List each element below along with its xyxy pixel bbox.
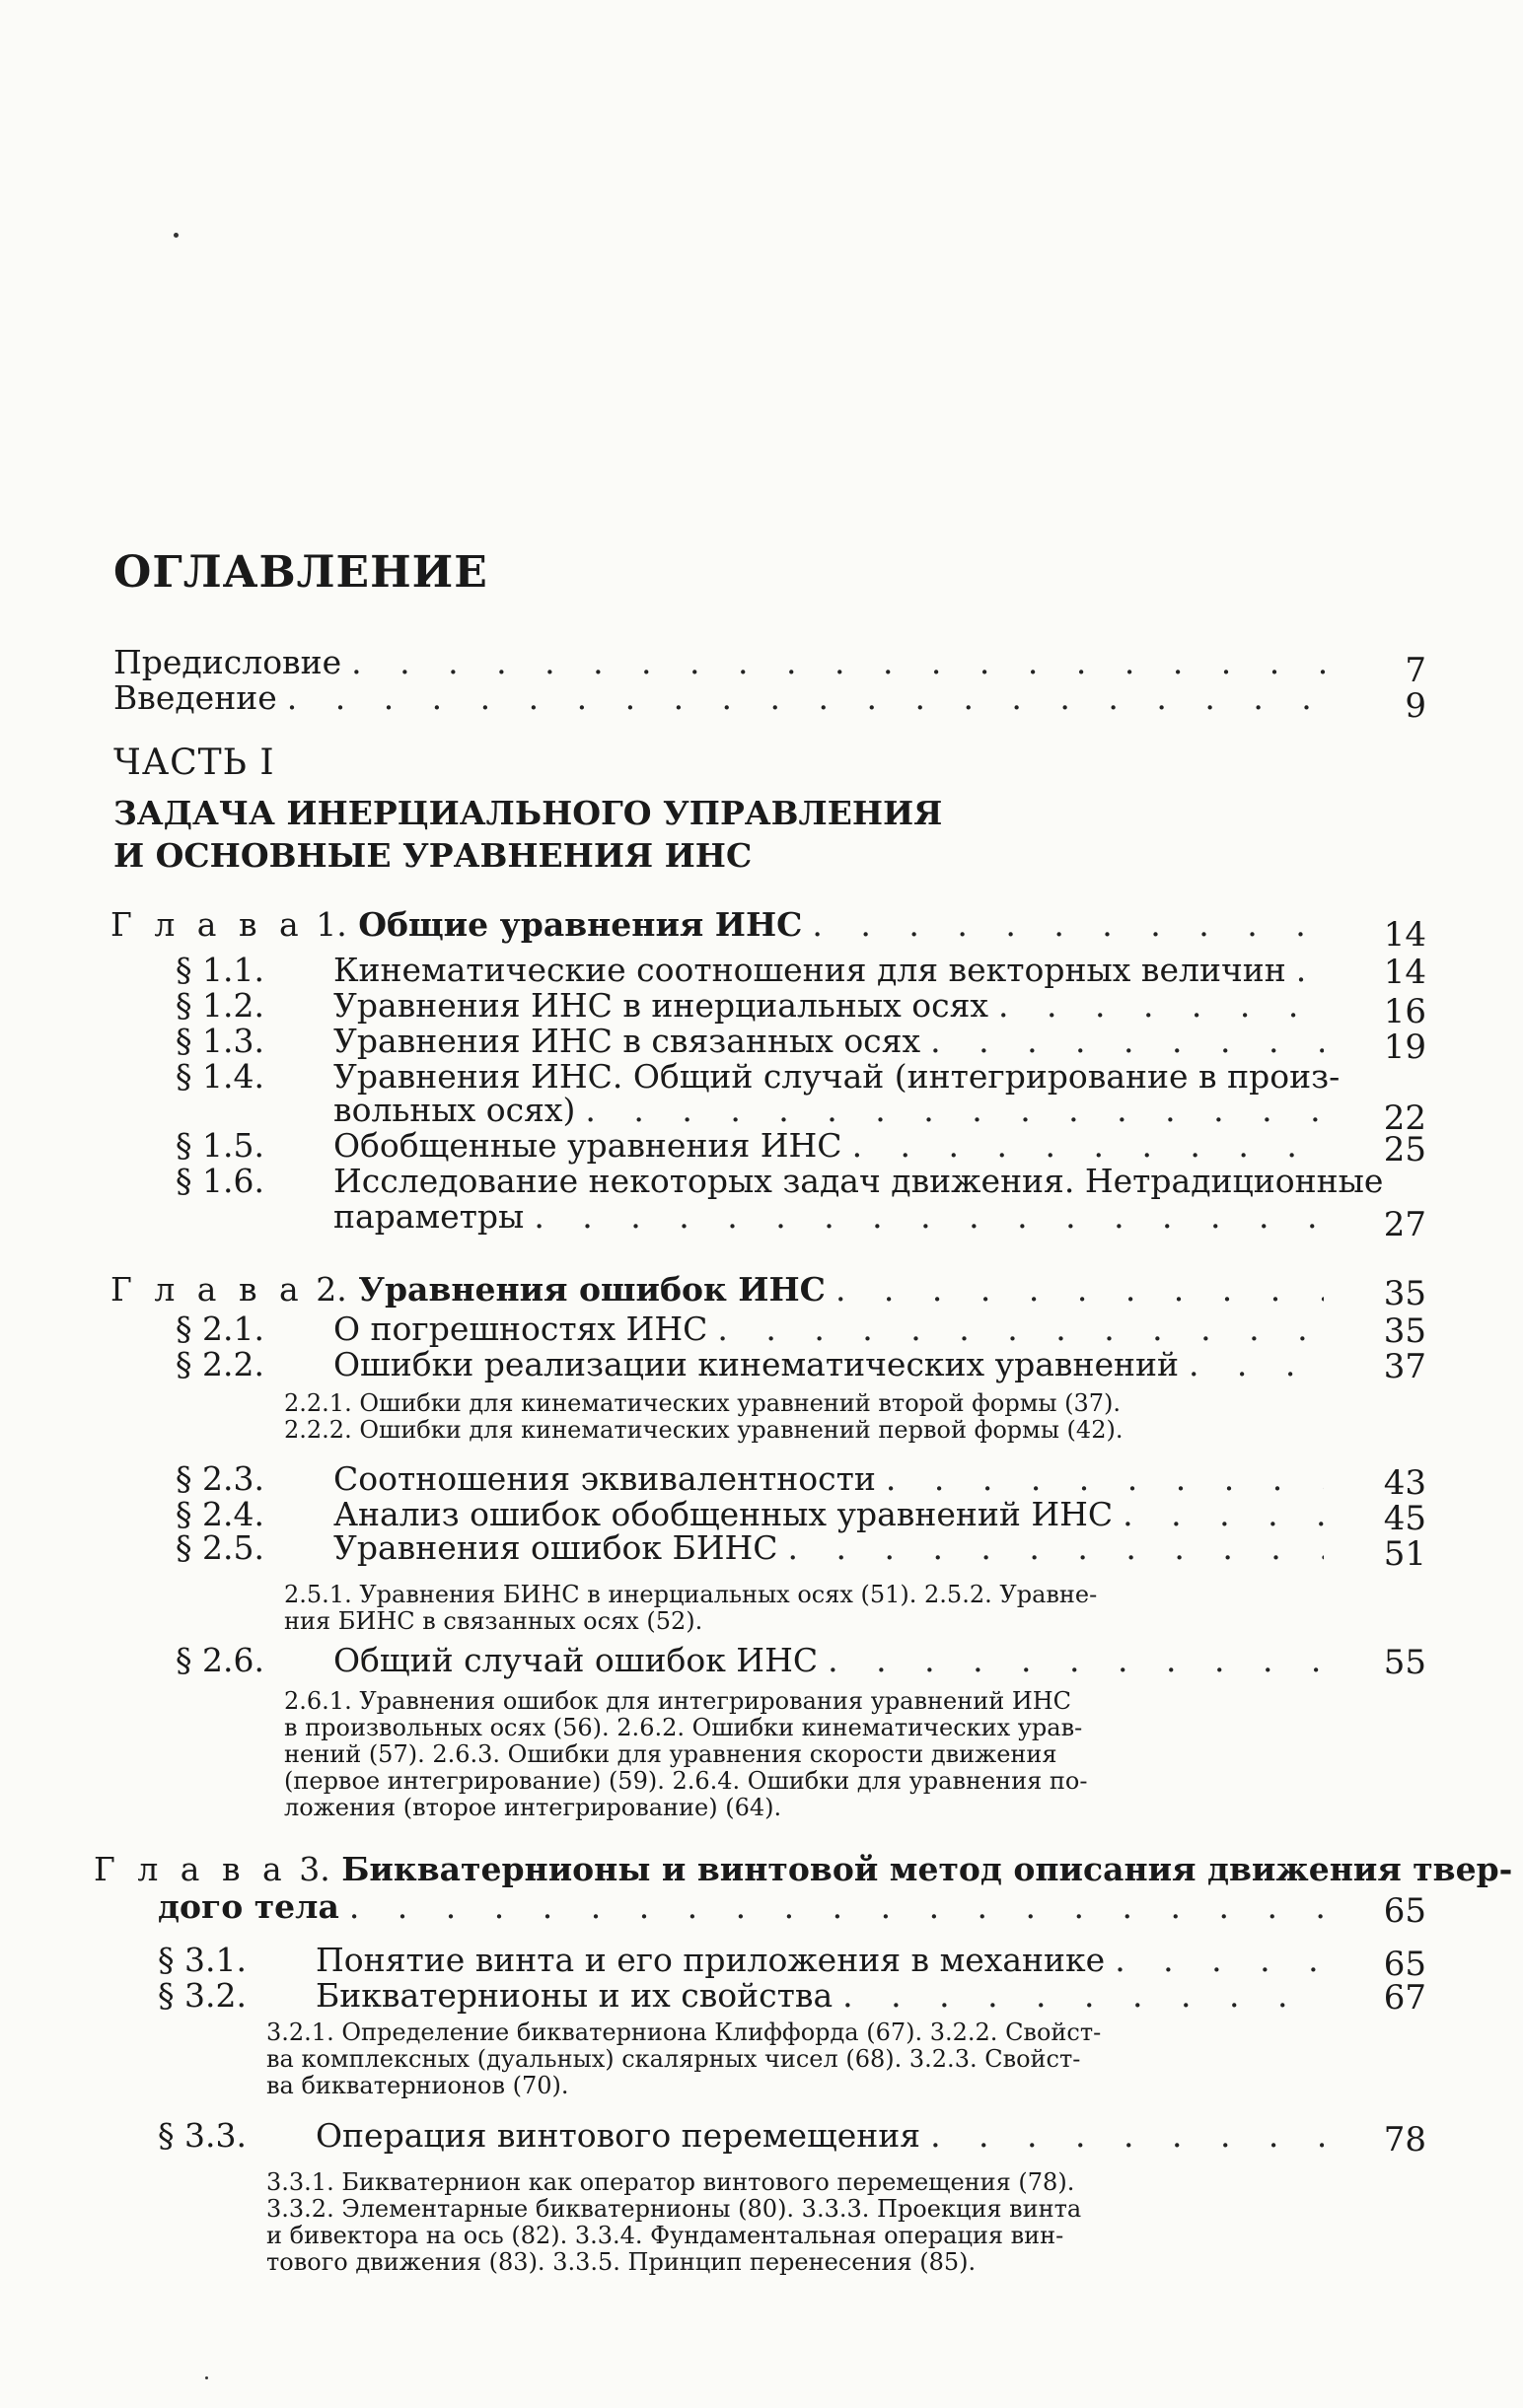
leader-dots — [778, 1528, 1325, 1567]
leader-dots — [341, 643, 1327, 681]
section-number: § 3.1. — [158, 1941, 247, 1979]
subsection-line: ва бикватернионов (70). — [266, 2072, 569, 2099]
leader-dots — [1179, 1345, 1324, 1383]
chapter-word: Г л а в а — [110, 1270, 305, 1309]
subsection-line: (первое интегрирование) (59). 2.6.4. Ошибки для уравнения по- — [284, 1767, 1088, 1795]
subsection-line: 3.3.2. Элементарные бикватернионы (80). 3.3.3. Проекция винта — [266, 2195, 1082, 2223]
section-title: Уравнения ошибок БИНС — [333, 1528, 778, 1567]
section-title-cont: вольных осях) — [333, 1091, 576, 1129]
toc-section-2-2[interactable] — [176, 1345, 1324, 1384]
subsection-line: 2.2.2. Ошибки для кинематических уравнений первой формы (42). — [284, 1416, 1124, 1444]
toc-page-number: 51 — [1383, 1534, 1426, 1574]
toc-page-number: 35 — [1383, 1311, 1426, 1351]
leader-dots — [802, 905, 1324, 944]
leader-dots — [920, 1022, 1324, 1060]
scan-speck — [205, 2376, 208, 2379]
section-number: § 1.3. — [176, 1022, 264, 1060]
subsection-list — [284, 1688, 1320, 1821]
section-title: Исследование некоторых задач движения. Нетрадиционные — [333, 1162, 1384, 1200]
leader-dots — [842, 1126, 1324, 1165]
subsection-list — [284, 1582, 1320, 1635]
subsection-list — [284, 1390, 1320, 1444]
toc-page-number: 25 — [1383, 1130, 1426, 1169]
scan-speck — [174, 233, 179, 238]
toc-page-number: 43 — [1383, 1463, 1426, 1503]
subsection-line: ния БИНС в связанных осях (52). — [284, 1607, 703, 1635]
toc-section-3-1[interactable] — [158, 1941, 1324, 1980]
toc-section-1-2[interactable] — [176, 986, 1324, 1026]
toc-entry-label: Введение — [113, 678, 277, 717]
toc-chapter-2[interactable] — [110, 1270, 1324, 1310]
toc-section-2-5[interactable] — [176, 1528, 1324, 1568]
leader-dots — [339, 1887, 1324, 1926]
toc-page-number: 65 — [1383, 1891, 1426, 1931]
part-title-line-2: И ОСНОВНЫЕ УРАВНЕНИЯ ИНС — [113, 836, 753, 875]
section-title-cont: параметры — [333, 1197, 525, 1236]
leader-dots — [277, 678, 1327, 717]
section-number: § 2.4. — [176, 1495, 264, 1533]
section-number: § 2.6. — [176, 1641, 264, 1679]
leader-dots — [707, 1310, 1324, 1348]
section-number: § 2.2. — [176, 1345, 264, 1383]
toc-entry-introduction[interactable] — [113, 678, 1327, 718]
toc-entry-label: Предисловие — [113, 643, 342, 681]
toc-section-3-3[interactable] — [158, 2116, 1324, 2156]
toc-page-number: 16 — [1383, 992, 1426, 1031]
subsection-list — [266, 2169, 1320, 2276]
toc-section-3-2[interactable] — [158, 1976, 1324, 2016]
subsection-line: в произвольных осях (56). 2.6.2. Ошибки кинематических урав- — [284, 1714, 1083, 1741]
toc-page-number: 14 — [1383, 953, 1426, 992]
toc-page-number: 14 — [1383, 915, 1426, 955]
section-number: § 1.1. — [176, 951, 264, 989]
toc-page-number: 27 — [1383, 1205, 1426, 1244]
section-number: § 3.2. — [158, 1976, 247, 2015]
subsection-line: нений (57). 2.6.3. Ошибки для уравнения скорости движения — [284, 1740, 1057, 1768]
toc-chapter-3-cont[interactable] — [158, 1887, 1324, 1927]
section-title: Уравнения ИНС в инерциальных осях — [333, 986, 989, 1025]
toc-chapter-3[interactable] — [94, 1850, 1513, 1888]
section-title: Соотношения эквивалентности — [333, 1459, 876, 1498]
section-title: Уравнения ИНС. Общий случай (интегрирование в произ- — [333, 1057, 1341, 1096]
chapter-number: 3. — [299, 1850, 330, 1888]
toc-page-number: 7 — [1405, 651, 1426, 690]
subsection-line: ва комплексных (дуальных) скалярных чисел (68). 3.2.3. Свойст- — [266, 2045, 1081, 2073]
toc-section-1-6[interactable] — [176, 1162, 1384, 1200]
chapter-title-cont: дого тела — [158, 1887, 339, 1926]
chapter-title: Уравнения ошибок ИНС — [358, 1270, 826, 1309]
toc-page-number: 45 — [1383, 1499, 1426, 1538]
section-number: § 1.2. — [176, 986, 264, 1025]
section-title: О погрешностях ИНС — [333, 1310, 708, 1348]
chapter-number: 2. — [316, 1270, 347, 1309]
chapter-title: Общие уравнения ИНС — [358, 905, 803, 944]
toc-page-number: 67 — [1383, 1978, 1426, 2018]
subsection-line: тового движения (83). 3.3.5. Принцип перенесения (85). — [266, 2248, 977, 2276]
toc-page-number: 22 — [1383, 1098, 1426, 1138]
section-number: § 1.4. — [176, 1057, 264, 1096]
part-label: ЧАСТЬ I — [113, 743, 275, 783]
section-title: Анализ ошибок обобщенных уравнений ИНС — [333, 1495, 1114, 1533]
toc-section-1-6-cont[interactable] — [333, 1197, 1324, 1237]
toc-chapter-1[interactable] — [110, 905, 1324, 945]
section-title: Понятие винта и его приложения в механике — [316, 1941, 1106, 1979]
leader-dots — [1286, 951, 1324, 989]
chapter-word: Г л а в а — [94, 1850, 288, 1888]
leader-dots — [826, 1270, 1324, 1309]
leader-dots — [524, 1197, 1324, 1236]
section-number: § 3.3. — [158, 2116, 247, 2155]
toc-section-1-4-cont[interactable] — [333, 1091, 1324, 1130]
toc-section-1-1[interactable] — [176, 951, 1324, 990]
section-title: Кинематические соотношения для векторных величин — [333, 951, 1286, 989]
section-title: Бикватернионы и их свойства — [316, 1976, 834, 2015]
section-number: § 2.5. — [176, 1528, 264, 1567]
toc-page-number: 78 — [1383, 2120, 1426, 2160]
toc-section-2-1[interactable] — [176, 1310, 1324, 1349]
toc-page-number: 37 — [1383, 1347, 1426, 1386]
section-number: § 1.5. — [176, 1126, 264, 1165]
leader-dots — [876, 1459, 1324, 1498]
section-title: Обобщенные уравнения ИНС — [333, 1126, 842, 1165]
leader-dots — [988, 986, 1324, 1025]
toc-page-number: 65 — [1383, 1945, 1426, 1984]
section-title: Общий случай ошибок ИНС — [333, 1641, 819, 1679]
toc-section-2-3[interactable] — [176, 1459, 1324, 1499]
toc-page-number: 19 — [1383, 1027, 1426, 1067]
toc-page-number: 55 — [1383, 1643, 1426, 1682]
chapter-word: Г л а в а — [110, 905, 305, 944]
part-title-line-1: ЗАДАЧА ИНЕРЦИАЛЬНОГО УПРАВЛЕНИЯ — [113, 794, 943, 832]
section-title: Уравнения ИНС в связанных осях — [333, 1022, 921, 1060]
subsection-list — [266, 2019, 1320, 2099]
leader-dots — [818, 1641, 1324, 1679]
section-title: Ошибки реализации кинематических уравнений — [333, 1345, 1179, 1383]
section-title: Операция винтового перемещения — [316, 2116, 921, 2155]
subsection-line: 3.3.1. Бикватернион как оператор винтового перемещения (78). — [266, 2168, 1075, 2196]
subsection-line: 2.2.1. Ошибки для кинематических уравнений второй формы (37). — [284, 1389, 1121, 1417]
subsection-line: ложения (второе интегрирование) (64). — [284, 1794, 782, 1821]
page-title: ОГЛАВЛЕНИЕ — [113, 547, 488, 598]
toc-section-1-5[interactable] — [176, 1126, 1324, 1166]
subsection-line: 2.5.1. Уравнения БИНС в инерциальных осях (51). 2.5.2. Уравне- — [284, 1581, 1098, 1608]
section-number: § 1.6. — [176, 1162, 264, 1200]
chapter-number: 1. — [316, 905, 347, 944]
toc-section-1-3[interactable] — [176, 1022, 1324, 1061]
leader-dots — [1105, 1941, 1324, 1979]
leader-dots — [833, 1976, 1324, 2015]
subsection-line: и бивектора на ось (82). 3.3.4. Фундаментальная операция вин- — [266, 2222, 1064, 2249]
section-number: § 2.3. — [176, 1459, 264, 1498]
chapter-title: Бикватернионы и винтовой метод описания движения твер- — [341, 1850, 1513, 1888]
toc-section-2-6[interactable] — [176, 1641, 1324, 1680]
leader-dots — [920, 2116, 1324, 2155]
toc-page-number: 9 — [1405, 686, 1426, 726]
subsection-line: 2.6.1. Уравнения ошибок для интегрирования уравнений ИНС — [284, 1687, 1072, 1715]
subsection-line: 3.2.1. Определение бикватерниона Клиффорда (67). 3.2.2. Свойст- — [266, 2018, 1102, 2046]
leader-dots — [575, 1091, 1324, 1129]
toc-entry-preface[interactable] — [113, 643, 1327, 682]
toc-page-number: 35 — [1383, 1274, 1426, 1313]
section-number: § 2.1. — [176, 1310, 264, 1348]
